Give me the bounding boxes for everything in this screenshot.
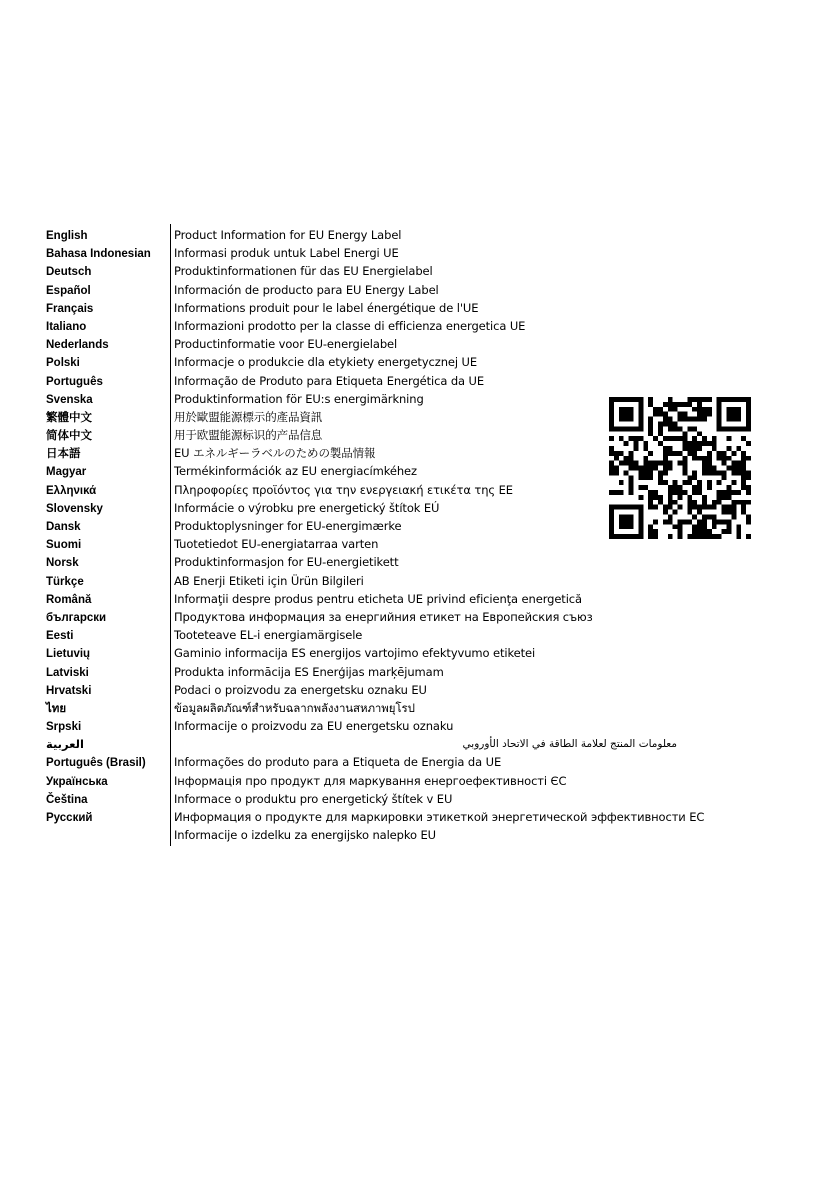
product-info-text: AB Enerji Etiketi için Ürün Bilgileri [174,573,364,588]
product-info-text: Informasi produk untuk Label Energi UE [174,246,399,261]
language-name: Dansk [46,521,81,533]
language-row [46,427,646,445]
product-info-text: Informações do produto para a Etiqueta de Energia da UE [174,755,502,770]
language-row [46,827,646,845]
language-row [46,773,646,791]
language-row [46,300,646,318]
product-info-text: Informaţii despre produs pentru eticheta UE privind eficienţa energetică [174,591,582,606]
product-info-text: Informacije o izdelku za energijsko nalepko EU [174,828,436,843]
language-row [46,554,646,572]
language-name: Português [46,375,103,388]
product-info-text: Produkta informācija ES Enerģijas marķējumam [174,664,444,679]
product-info-text: Πληροφορίες προϊόντος για την ενεργειακή ετικέτα της ΕΕ [174,482,513,497]
language-row [46,318,646,336]
product-info-text: Podaci o proizvodu za energetsku oznaku EU [174,682,427,697]
language-name: Português (Brasil) [46,757,146,770]
language-name: Polski [46,357,80,370]
language-row [46,718,646,736]
language-name: Ελληνικά [46,484,97,497]
language-row [46,754,646,772]
language-name: 日本語 [46,448,81,461]
language-row [46,700,646,718]
product-info-text: Informace o produktu pro energetický štítek v EU [174,791,453,806]
language-name: Magyar [46,466,87,479]
language-row [46,354,646,372]
language-name: Latviski [46,666,89,679]
product-info-text: Termékinformációk az EU energiacímkéhez [174,464,417,479]
language-name: Srpski [46,721,82,734]
product-info-text: Produktinformationen für das EU Energielabel [174,264,433,279]
product-info-text: Informations produit pour le label énergétique de l'UE [174,300,479,315]
language-name: Română [46,593,92,606]
language-row [46,645,646,663]
product-info-text: Product Information for EU Energy Label [174,228,402,242]
product-info-text: 用於歐盟能源標示的產品資訊 [174,409,323,424]
language-name: Eesti [46,630,74,643]
language-row [46,227,646,245]
product-info-text: Gaminio informacija ES energijos vartojimo efektyvumo etiketei [174,646,536,661]
product-info-text: Informácie o výrobku pre energetický štítok EÚ [174,500,440,515]
language-name: العربية [46,739,84,752]
language-row [46,791,646,809]
language-name: Français [46,302,94,315]
language-row [46,409,646,427]
language-name: Hrvatski [46,684,92,697]
product-info-text: Tooteteave EL-i energiamärgisele [174,628,363,643]
product-info-text: Produktinformation för EU:s energimärkning [174,391,424,406]
language-row [46,536,646,554]
language-name: Bahasa Indonesian [46,248,151,261]
language-name: Nederlands [46,339,109,352]
language-row [46,682,646,700]
language-row [46,500,646,518]
product-info-text: Produktinformasjon for EU-energietikett [174,555,399,570]
language-row [46,445,646,463]
language-name: English [46,230,88,242]
language-row [46,609,646,627]
product-info-text: Informacje o produkcie dla etykiety energetycznej UE [174,355,477,370]
language-name: Slovensky [46,502,103,515]
language-name: 简体中文 [46,430,92,443]
language-name: Español [46,284,91,297]
language-name: български [46,611,107,624]
language-name: 繁體中文 [46,411,92,424]
language-row [46,463,646,481]
language-name: Türkçe [46,575,84,588]
language-row [46,482,646,500]
product-info-text: معلومات المنتج لعلامة الطاقة في الاتحاد الأوروبي [462,738,677,751]
product-info-text: 用于欧盟能源标识的产品信息 [174,428,323,443]
language-row [46,336,646,354]
language-name: Norsk [46,557,79,570]
language-row [46,573,646,591]
language-row [46,591,646,609]
product-info-text: Informação de Produto para Etiqueta Energética da UE [174,373,485,388]
language-row [46,664,646,682]
language-row [46,391,646,409]
language-row [46,282,646,300]
language-name: Українська [46,775,108,788]
language-name: ไทย [46,702,67,715]
language-row [46,518,646,536]
language-name: Lietuvių [46,648,91,661]
language-row [46,373,646,391]
product-info-text: Información de producto para EU Energy Label [174,282,439,297]
product-info-text: Tuotetiedot EU-energiatarraa varten [174,537,379,552]
language-name: Deutsch [46,266,92,279]
product-info-text: Інформація про продукт для маркування енергоефективності ЄС [174,773,567,788]
product-info-text: Produktoplysninger for EU-energimærke [174,519,402,533]
product-info-text: Продуктова информация за енергийния етикет на Европейския съюз [174,609,593,624]
language-name: Русский [46,812,93,824]
language-table [46,227,705,845]
language-row [46,245,646,263]
product-info-text: EU エネルギーラベルのための製品情報 [174,446,376,461]
language-row [46,263,646,281]
product-info-text: Informacije o proizvodu za EU energetsku oznaku [174,719,454,734]
language-name: Suomi [46,539,82,552]
qr-code-icon [609,397,751,539]
language-row [46,736,677,754]
product-info-text: Informazioni prodotto per la classe di efficienza energetica UE [174,318,526,333]
product-info-text: Productinformatie voor EU-energielabel [174,337,398,352]
product-info-text: ข้อมูลผลิตภัณฑ์สำหรับฉลากพลังงานสหภาพยุโรป [174,700,415,715]
language-name: Čeština [46,793,88,806]
language-name: Svenska [46,393,93,406]
product-info-text: Информация о продукте для маркировки этикеткой энергетической эффективности ЕС [174,810,705,824]
language-row [46,627,646,645]
language-row [46,809,705,827]
language-name: Italiano [46,320,87,333]
